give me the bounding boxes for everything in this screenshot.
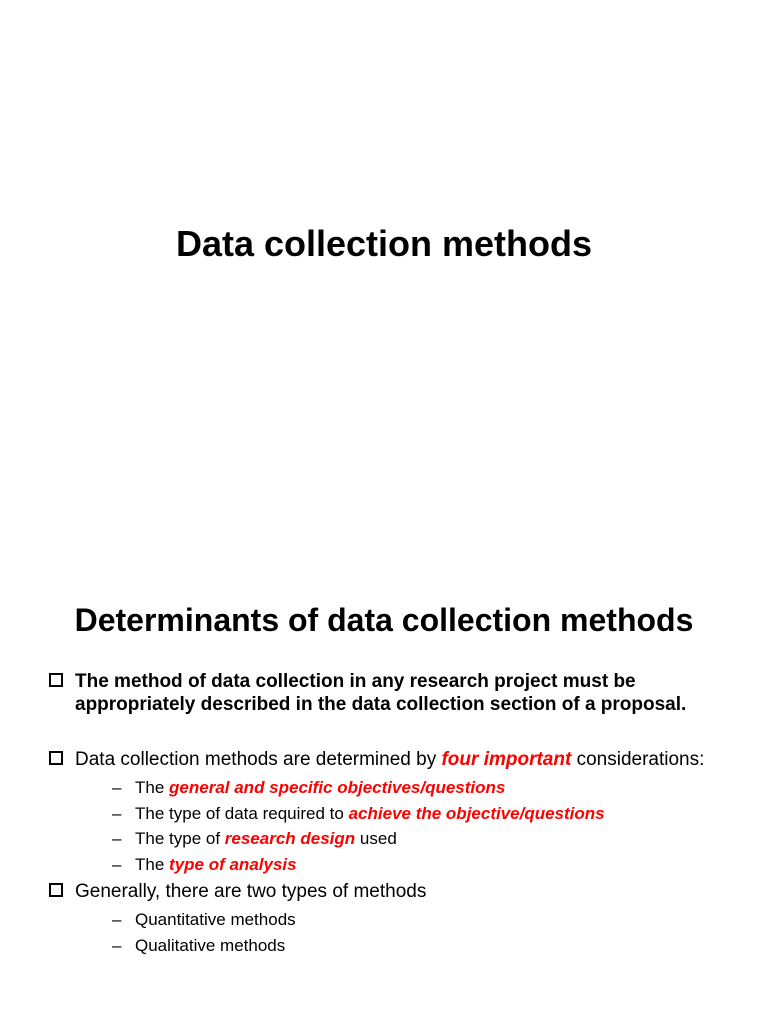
bullet-text: The method of data collection in any research project must be appropriately described in the data collection section of a proposal. [75, 671, 687, 715]
bullet-text-after: considerations: [571, 749, 705, 770]
bullet-considerations [48, 748, 728, 877]
bullet-method-types [48, 880, 728, 958]
highlight-text: type of analysis [169, 854, 297, 874]
considerations-list [75, 775, 728, 877]
bullet-text: Generally, there are two types of methods [75, 881, 427, 902]
list-item [75, 933, 728, 959]
dash-icon: – [112, 778, 122, 797]
list-item [75, 852, 728, 878]
dash-icon: – [112, 854, 122, 874]
highlight-text: general and specific objectives/questions [169, 778, 506, 797]
dash-icon: – [112, 935, 122, 955]
dash-icon: – [112, 803, 122, 823]
item-text: The type of [135, 829, 225, 848]
item-text-after: used [355, 829, 397, 848]
checkbox-bullet-icon [49, 883, 63, 897]
dash-icon: – [112, 829, 122, 848]
slide-2 [0, 512, 768, 1024]
checkbox-bullet-icon [49, 751, 63, 765]
list-item [75, 826, 728, 852]
highlight-text: research design [224, 829, 356, 848]
list-item [75, 907, 728, 933]
item-text: The type of data required to [135, 803, 349, 823]
slide-2-body [48, 670, 728, 958]
item-text: The [135, 854, 170, 874]
item-text: Qualitative methods [135, 935, 286, 955]
item-text: Quantitative methods [135, 910, 296, 929]
highlight-text: four important [441, 749, 572, 770]
checkbox-bullet-icon [49, 673, 63, 687]
bullet-method-description [48, 670, 728, 716]
list-item [75, 775, 728, 801]
bullet-text-before: Data collection methods are determined by [75, 749, 442, 770]
item-text: The [135, 778, 170, 797]
highlight-text: achieve the objective/questions [348, 803, 605, 823]
slide-2-title: Determinants of data collection methods [74, 602, 694, 638]
list-item [75, 801, 728, 827]
method-types-list [75, 907, 728, 958]
slide-1-title: Data collection methods [175, 223, 593, 264]
dash-icon: – [112, 910, 122, 929]
